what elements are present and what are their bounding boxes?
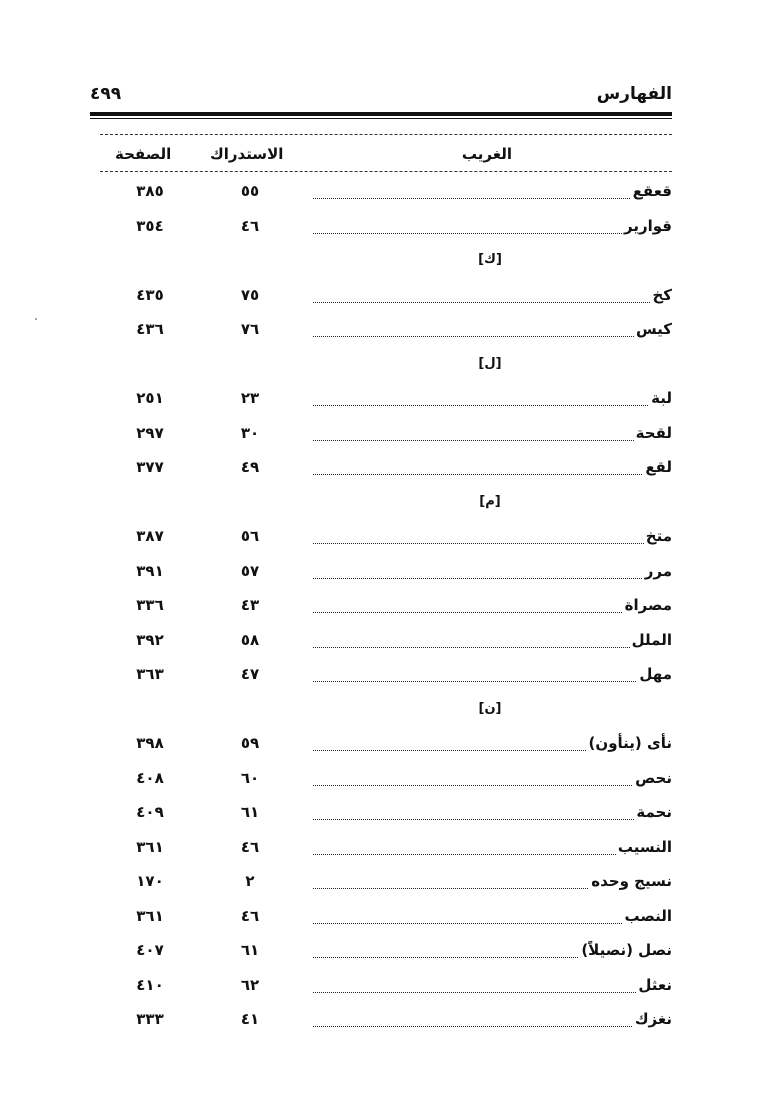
reference-number: ٦٢ — [240, 975, 260, 994]
column-headers — [100, 145, 672, 169]
index-term: نصل (نصيلاً) — [581, 941, 672, 959]
page-reference: ٣٨٧ — [136, 527, 164, 545]
dot-leader — [313, 578, 672, 579]
reference-number: ٥٥ — [240, 182, 260, 200]
letter-heading-label: [ل] — [478, 355, 502, 371]
index-row — [100, 314, 672, 349]
index-term: الملل — [631, 630, 672, 649]
page-reference: ٣٦١ — [136, 906, 164, 925]
index-row — [100, 452, 672, 487]
dot-leader — [313, 543, 672, 544]
dot-leader — [313, 336, 672, 337]
page-reference: ٤٣٦ — [136, 320, 164, 338]
index-term: متخ — [645, 527, 672, 545]
index-term: قعقع — [632, 182, 672, 200]
page-reference: ٣٩٢ — [136, 630, 164, 649]
dot-leader — [313, 405, 672, 406]
index-row — [100, 418, 672, 453]
dot-leader — [313, 612, 672, 613]
letter-heading — [100, 245, 672, 280]
dot-leader — [313, 1026, 672, 1027]
reference-number: ٤٧ — [240, 665, 260, 683]
page-reference: ٢٩٧ — [136, 423, 164, 442]
reference-number: ٧٥ — [240, 285, 260, 304]
header-dashed-rule — [100, 171, 672, 172]
index-row — [100, 1004, 672, 1039]
page-reference: ٤٠٩ — [136, 803, 164, 821]
index-row — [100, 521, 672, 556]
index-row — [100, 832, 672, 867]
index-row — [100, 625, 672, 660]
column-header-page: الصفحة — [115, 145, 172, 163]
index-term: نسيج وحده — [591, 872, 672, 890]
page-reference: ٤٣٥ — [136, 285, 164, 304]
page-reference: ٣٣٣ — [136, 1010, 164, 1028]
page-reference: ٤٠٧ — [136, 941, 164, 959]
page-reference: ٤٠٨ — [136, 768, 164, 787]
index-row — [100, 280, 672, 315]
index-row — [100, 763, 672, 798]
reference-number: ٤٦ — [240, 906, 260, 925]
index-term: نحص — [635, 768, 672, 787]
page-reference: ٣٨٥ — [136, 182, 164, 200]
reference-number: ٤١ — [240, 1010, 260, 1028]
reference-number: ٢ — [245, 872, 255, 890]
letter-heading-label: [ك] — [478, 252, 502, 267]
page-reference: ٣٧٧ — [136, 458, 164, 476]
letter-heading — [100, 694, 672, 729]
index-row — [100, 728, 672, 763]
page-reference: ٣٩١ — [136, 561, 164, 580]
index-term: نأى (ينأون) — [588, 734, 672, 752]
reference-number: ٤٦ — [240, 216, 260, 235]
reference-number: ٤٣ — [240, 596, 260, 614]
dot-leader — [313, 819, 672, 820]
page-reference: ٣٦٣ — [136, 665, 164, 683]
dot-leader — [313, 647, 672, 648]
index-row — [100, 556, 672, 591]
reference-number: ٥٨ — [240, 630, 260, 649]
index-row — [100, 901, 672, 936]
running-title: الفهارس — [596, 84, 672, 104]
index-term: نغزك — [634, 1010, 672, 1028]
page-reference: ٤١٠ — [136, 975, 164, 994]
reference-number: ٣٠ — [240, 423, 260, 442]
page-reference: ٣٩٨ — [136, 734, 164, 752]
reference-number: ٤٩ — [240, 458, 260, 476]
index-term: مصراة — [624, 596, 672, 614]
index-row — [100, 970, 672, 1005]
dot-leader — [313, 474, 672, 475]
index-term: لقع — [645, 458, 672, 476]
page-reference: ١٧٠ — [136, 872, 164, 890]
page-reference: ٢٥١ — [136, 389, 164, 407]
index-row — [100, 797, 672, 832]
letter-heading — [100, 349, 672, 384]
index-term: قوارير — [624, 216, 672, 235]
reference-number: ٦١ — [240, 941, 260, 959]
reference-number: ٦٠ — [240, 768, 260, 787]
index-row — [100, 176, 672, 211]
index-row — [100, 211, 672, 246]
header-rule — [90, 112, 672, 116]
scan-speck — [35, 318, 37, 320]
index-term: نعثل — [638, 975, 672, 994]
page-header — [90, 82, 672, 110]
header-rule-thin — [90, 118, 672, 119]
dot-leader — [313, 992, 672, 993]
reference-number: ٥٦ — [240, 527, 260, 545]
letter-heading-label: [ن] — [478, 700, 502, 716]
index-term: كخ — [652, 285, 672, 304]
column-header-reference: الاستدراك — [210, 145, 284, 163]
reference-number: ٥٩ — [240, 734, 260, 752]
reference-number: ٦١ — [240, 803, 260, 821]
index-row — [100, 659, 672, 694]
index-term: مهل — [639, 665, 672, 683]
reference-number: ٢٣ — [240, 389, 260, 407]
letter-heading-label: [م] — [479, 493, 501, 509]
index-row — [100, 866, 672, 901]
column-header-term: الغريب — [461, 145, 512, 163]
index-row — [100, 935, 672, 970]
top-dashed-rule — [100, 134, 672, 135]
dot-leader — [313, 440, 672, 441]
index-term: النسيب — [617, 837, 672, 856]
page-number: ٤٩٩ — [90, 84, 122, 104]
index-row — [100, 383, 672, 418]
index-term: مرر — [644, 561, 672, 580]
dot-leader — [313, 302, 672, 303]
dot-leader — [313, 198, 672, 199]
index-row — [100, 590, 672, 625]
reference-number: ٧٦ — [240, 320, 260, 338]
dot-leader — [313, 923, 672, 924]
dot-leader — [313, 681, 672, 682]
index-term: نحمة — [636, 803, 672, 821]
reference-number: ٥٧ — [240, 561, 260, 580]
index-term: كيس — [635, 320, 672, 338]
dot-leader — [313, 785, 672, 786]
page-reference: ٣٣٦ — [136, 596, 164, 614]
index-table — [100, 176, 672, 1039]
index-term: النصب — [624, 906, 672, 925]
reference-number: ٤٦ — [240, 837, 260, 856]
index-term: لقحة — [635, 423, 672, 442]
dot-leader — [313, 233, 672, 234]
index-term: لبة — [651, 389, 672, 407]
letter-heading — [100, 487, 672, 522]
page-reference: ٣٦١ — [136, 837, 164, 856]
page-reference: ٣٥٤ — [136, 216, 164, 235]
